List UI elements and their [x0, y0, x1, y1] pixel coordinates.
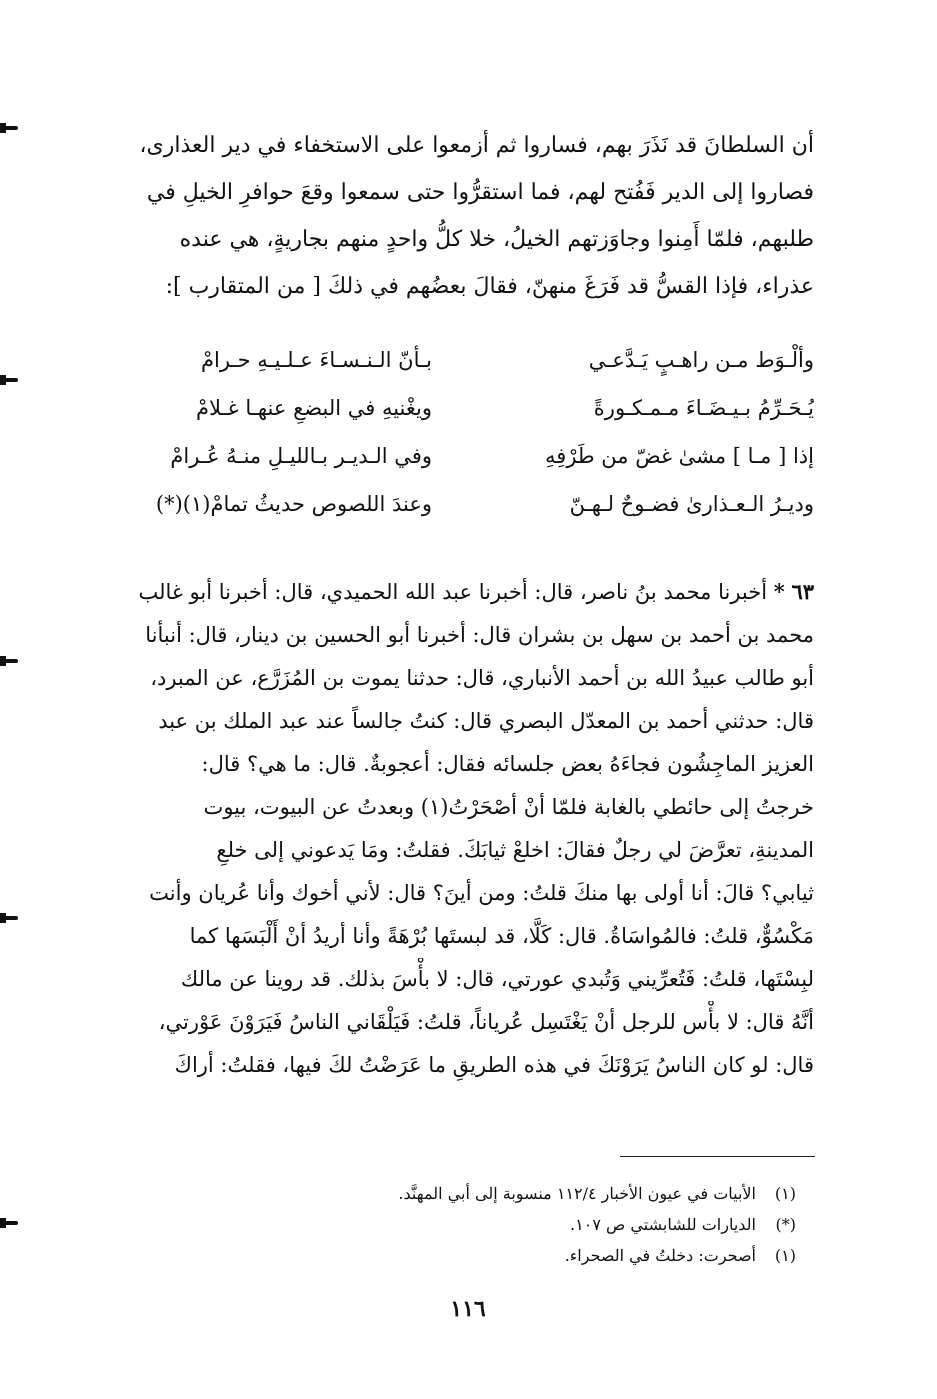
text-line: قال: لو كان الناسُ يَرَوْنَكَ في هذه الطريقِ ما عَرَضْتُ لكَ فيها، فقلتُ: أراكَ — [174, 1053, 814, 1077]
verse-first-hemistich: وديـرُ الـعـذارىٰ فضـوحٌ لـهـنّ — [569, 492, 814, 516]
text-line: أنَّهُ قال: لا بأْس للرجل أنْ يَغْتَسِل عُرياناً، قلتُ: فَيَلْقَاني الناسُ فَيَرَوْنَ عَوْرتي، — [158, 1010, 814, 1034]
footnote-text: الأبيات في عيون الأخبار ١١٢/٤ منسوبة إلى أبي المهنَّد. — [398, 1184, 756, 1203]
footnote-mark: (١) — [774, 1246, 796, 1265]
page-number: ١١٦ — [450, 1296, 486, 1322]
footnotes — [200, 1178, 796, 1271]
text-line: قال: حدثني أحمد بن المعدّل البصري قال: كنتُ جالساً عند عبد الملك بن عبد — [158, 709, 814, 733]
text-line: فصاروا إلى الدير فَفُتح لهم، فما استقرُّوا حتى سمعوا وقعَ حوافرِ الخيلِ في — [146, 180, 814, 205]
poem — [92, 336, 814, 528]
text-line: أن السلطانَ قد نَذَرَ بهم، فساروا ثم أزمعوا على الاستخفاء في دير العذارى، — [139, 133, 814, 158]
text-line — [92, 570, 814, 614]
narration-number: ٦٣ — [791, 579, 814, 604]
footnote-mark: (*) — [775, 1215, 796, 1234]
text-line: لبِسْتَها، قلتُ: فَتُعرِّيني وَتُبدي عورتي، قال: لا بأْسَ بذلك. قد روينا عن مالك — [180, 967, 814, 991]
text-line: أبو طالب عبيدُ الله بن أحمد الأنباري، قال: حدثنا يموت بن المُزَرَّع، عن المبرد، — [150, 666, 814, 690]
verse-first-hemistich: يُـحَـرِّمُ بـيـضَـاءَ مـمـكـورةً — [593, 396, 814, 420]
text-line: محمد بن أحمد بن سهل بن بشران قال: أخبرنا أبو الحسين بن دينار، قال: أنبأنا — [145, 623, 814, 647]
footnote-text: أصحرت: دخلتُ في الصحراء. — [564, 1246, 756, 1265]
binding-mark — [0, 656, 20, 666]
text-line: العزيز الماجِشُون فجاءَهُ بعض جلسائه فقال: أعجوبةٌ. قال: ما هي؟ قال: — [201, 752, 814, 776]
star-marker: * — [773, 579, 785, 604]
text-line: ثيابي؟ قالَ: أنا أولى بها منكَ قلتُ: ومن أينَ؟ قال: لأني أخوك وأنا عُريان وأنت — [149, 881, 814, 905]
verse-second-hemistich: ويغْنيهِ في البضعِ عنهـا غـلامْ — [195, 396, 432, 420]
text-line: عذراء، فإذا القسُّ قد فَرَغَ منهنّ، فقالَ بعضُهم في ذلكَ [ من المتقارب ]: — [165, 274, 814, 299]
footnote-text: الديارات للشابشتي ص ١٠٧. — [570, 1215, 756, 1234]
verse-first-hemistich: وألْـوَط مـن راهـبٍ يَـدَّعـي — [588, 348, 814, 372]
text-line: خرجتُ إلى حائطي بالغابة فلمّا أنْ أصْحَرْتُ(١) وبعدتُ عن البيوت، بيوت — [203, 795, 814, 819]
intro-paragraph — [92, 122, 814, 310]
footnote — [200, 1240, 796, 1271]
poem-verse — [92, 432, 814, 480]
binding-mark — [0, 375, 20, 385]
narration-paragraph — [92, 570, 814, 1087]
verse-first-hemistich: إذا [ مـا ] مشىٰ غضّ من طَرْفِهِ — [545, 444, 814, 468]
binding-mark — [0, 913, 20, 923]
poem-verse — [92, 384, 814, 432]
verse-second-hemistich: وعندَ اللصوص حديثُ تمامْ(١)(*) — [155, 492, 432, 516]
binding-mark — [0, 123, 20, 133]
narration-first-line: أخبرنا محمد بنُ ناصر، قال: أخبرنا عبد الله الحميدي، قال: أخبرنا أبو غالب — [138, 580, 768, 604]
verse-second-hemistich: وفي الـديـر بـالليـلِ منـهُ عُـرامْ — [170, 444, 432, 468]
poem-verse — [92, 480, 814, 528]
footnote-separator — [620, 1156, 815, 1157]
text-line: طلبهم، فلمّا أَمِنوا وجاوَزتهم الخيلُ، خلا كلُّ واحدٍ منهم بجاريةٍ، هي عنده — [179, 227, 814, 252]
verse-second-hemistich: بـأنّ الـنـسـاءَ عـلـيـهِ حـرامْ — [201, 348, 432, 372]
binding-mark — [0, 1218, 20, 1228]
footnote-mark: (١) — [774, 1184, 796, 1203]
footnote — [200, 1209, 796, 1240]
text-line: مَكْسُوٌّ، قلتُ: فالمُواسَاةُ. قال: كَلَّا، قد لبستَها بُرْهَةً وأنا أريدُ أنْ أَلْبَسَها كما — [189, 924, 814, 948]
text-line: المدينةِ، تعرَّضَ لي رجلٌ فقالَ: اخلعْ ثيابَكَ. فقلتُ: ومَا يَدعوني إلى خلعِ — [216, 838, 814, 862]
poem-verse — [92, 336, 814, 384]
footnote — [200, 1178, 796, 1209]
